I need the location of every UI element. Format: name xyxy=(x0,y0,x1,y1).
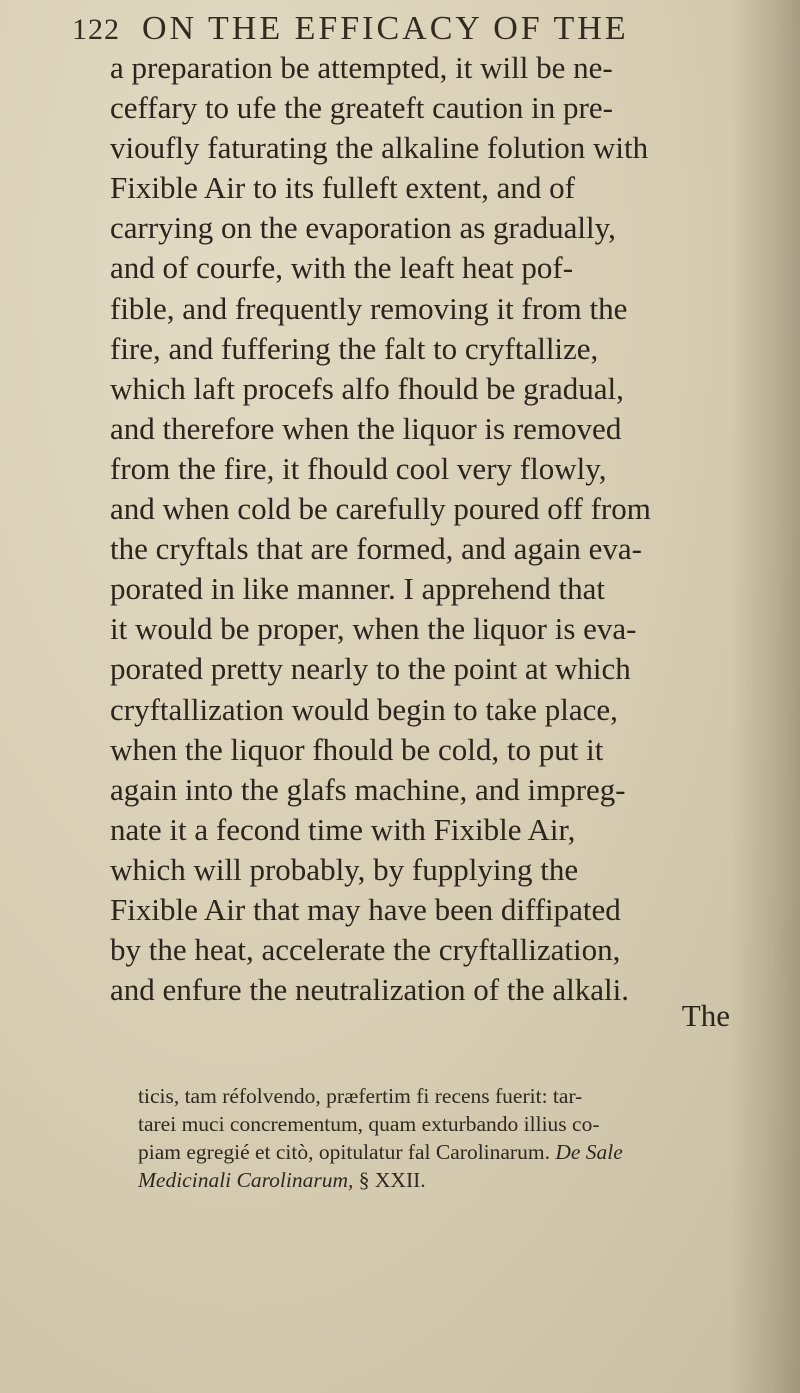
footnote-line xyxy=(138,1138,768,1166)
body-line: which laft procefs alfo fhould be gradual, xyxy=(110,370,624,406)
body-line: a preparation be attempted, it will be ne- xyxy=(110,50,613,85)
body-line: porated pretty nearly to the point at which xyxy=(110,651,631,687)
catchword: The xyxy=(681,998,730,1033)
footnote-line: ticis, tam réfolvendo, præfertim fi recens fuerit: tar- xyxy=(138,1084,583,1108)
body-line: fible, and frequently removing it from the xyxy=(110,290,628,326)
footnote xyxy=(138,1082,768,1194)
footnote-line xyxy=(138,1166,768,1194)
body-line: it would be proper, when the liquor is eva- xyxy=(110,611,637,647)
body-line: carrying on the evaporation as gradually, xyxy=(110,210,616,246)
footnote-text: piam egregié et citò, opitulatur fal Carolinarum. xyxy=(138,1140,556,1164)
body-line: when the liquor fhould be cold, to put it xyxy=(110,731,604,767)
body-line: from the fire, it fhould cool very flowly, xyxy=(110,450,607,486)
body-line: and when cold be carefully poured off from xyxy=(110,491,651,527)
footnote-citation: Medicinali Carolinarum, xyxy=(138,1168,354,1192)
body-line: nate it a fecond time with Fixible Air, xyxy=(110,811,576,847)
footnote-citation: De Sale xyxy=(555,1140,623,1164)
running-head: ON THE EFFICACY OF THE xyxy=(142,10,629,47)
body-line: which will probably, by fupplying the xyxy=(110,851,579,887)
body-line: Fixible Air that may have been diffipated xyxy=(110,891,621,927)
body-line: porated in like manner. I apprehend that xyxy=(110,571,605,607)
body-line: the cryftals that are formed, and again eva- xyxy=(110,531,642,567)
body-line: and enfure the neutralization of the alkali. xyxy=(110,972,630,1008)
body-line: and of courfe, with the leaft heat pof- xyxy=(110,250,574,286)
body-line: cryftallization would begin to take place, xyxy=(110,691,618,727)
body-text xyxy=(110,48,770,1010)
body-line: by the heat, accelerate the cryftallization, xyxy=(110,932,621,968)
body-line: fire, and fuffering the falt to cryftallize, xyxy=(110,330,599,366)
body-line: Fixible Air to its fulleft extent, and of xyxy=(110,170,575,206)
body-line: vioufly faturating the alkaline folution with xyxy=(110,130,649,166)
footnote-text: § XXII. xyxy=(353,1168,426,1192)
body-line: and therefore when the liquor is removed xyxy=(110,410,622,446)
body-line: ceffary to ufe the greateft caution in pre- xyxy=(110,90,613,126)
page-number: 122 xyxy=(72,13,120,46)
footnote-line: tarei muci concrementum, quam exturbando illius co- xyxy=(138,1112,600,1136)
body-line: again into the glafs machine, and impreg- xyxy=(110,771,626,807)
